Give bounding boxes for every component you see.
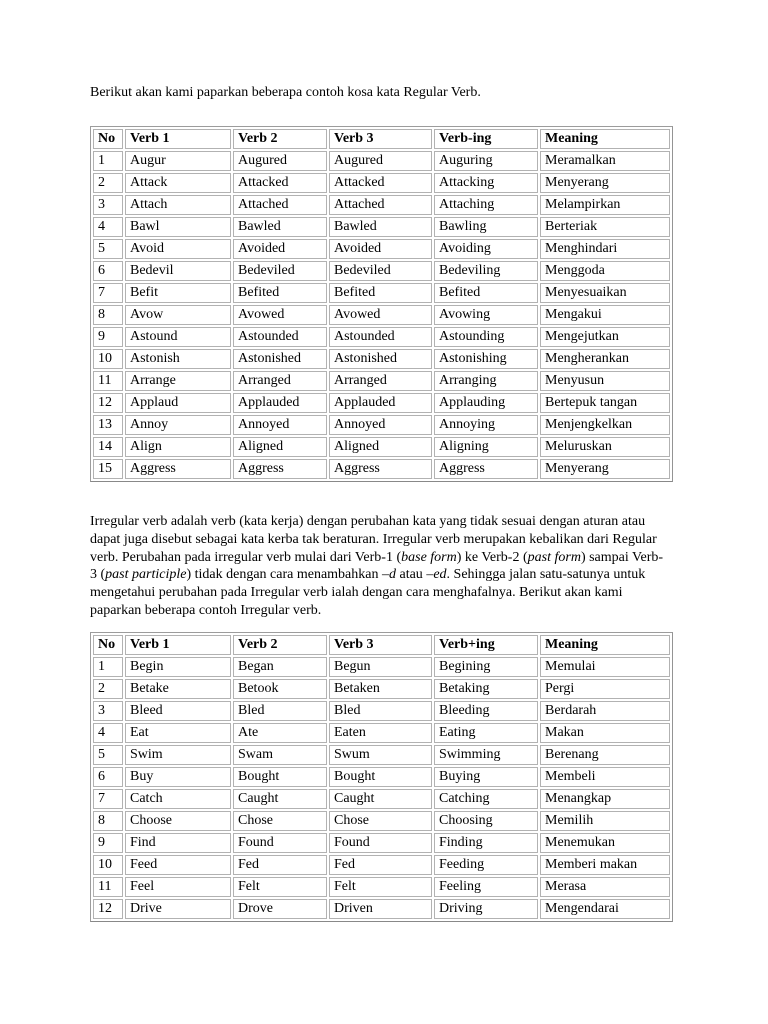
- table-cell: Mengejutkan: [540, 327, 670, 347]
- table-header-cell: No: [93, 129, 123, 149]
- table-row: [93, 217, 670, 237]
- table-header-cell: Verb-ing: [434, 129, 538, 149]
- table-cell: Eating: [434, 723, 538, 743]
- table-cell: Finding: [434, 833, 538, 853]
- table-row: [93, 679, 670, 699]
- table-cell: 12: [93, 393, 123, 413]
- table-cell: 13: [93, 415, 123, 435]
- table-cell: 2: [93, 679, 123, 699]
- text-run: Irregular verb adalah verb (kata kerja) dengan perubahan kata yang tidak sesuai dengan aturan atau dapat juga disebut sebagai kata kerba tak beraturan. Irregular verb merupakan kebalikan dari Regular verb. Perubahan pada irregular verb mulai dari Verb-1 (: [90, 514, 657, 565]
- table-cell: Fed: [233, 855, 327, 875]
- table-row: [93, 767, 670, 787]
- table-cell: Avowed: [329, 305, 432, 325]
- table-cell: Caught: [329, 789, 432, 809]
- table-cell: Pergi: [540, 679, 670, 699]
- table-cell: Avow: [125, 305, 231, 325]
- table-cell: Arranged: [233, 371, 327, 391]
- table-cell: 8: [93, 305, 123, 325]
- intro-paragraph: Berikut akan kami paparkan beberapa contoh kosa kata Regular Verb.: [90, 85, 481, 100]
- table-row: [93, 833, 670, 853]
- italic-text-run: past participle: [105, 567, 187, 583]
- table-cell: Drive: [125, 899, 231, 919]
- table-cell: Menyesuaikan: [540, 283, 670, 303]
- table-cell: Betake: [125, 679, 231, 699]
- table-cell: Attacking: [434, 173, 538, 193]
- table-cell: 5: [93, 239, 123, 259]
- table-row: [93, 877, 670, 897]
- text-run: ) tidak dengan cara menambahkan: [186, 567, 382, 583]
- table-row: [93, 723, 670, 743]
- table-cell: Choose: [125, 811, 231, 831]
- table-cell: Applauding: [434, 393, 538, 413]
- table-cell: Feel: [125, 877, 231, 897]
- table-cell: Eat: [125, 723, 231, 743]
- table-row: [93, 393, 670, 413]
- table-header-cell: No: [93, 635, 123, 655]
- table-cell: Astounded: [233, 327, 327, 347]
- table-cell: Feed: [125, 855, 231, 875]
- table-cell: Betook: [233, 679, 327, 699]
- table-cell: Avoided: [329, 239, 432, 259]
- table-cell: Meluruskan: [540, 437, 670, 457]
- table-cell: Betaking: [434, 679, 538, 699]
- irregular-verb-table: [90, 632, 673, 922]
- table-cell: Astonished: [233, 349, 327, 369]
- table-cell: Attached: [233, 195, 327, 215]
- table-row: [93, 701, 670, 721]
- table-cell: Aggress: [434, 459, 538, 479]
- table-cell: Menemukan: [540, 833, 670, 853]
- table-cell: Astounding: [434, 327, 538, 347]
- table-cell: Chose: [233, 811, 327, 831]
- table-cell: Astound: [125, 327, 231, 347]
- table-row: [93, 459, 670, 479]
- table-cell: 14: [93, 437, 123, 457]
- table-cell: Memberi makan: [540, 855, 670, 875]
- table-cell: 7: [93, 789, 123, 809]
- table-cell: Align: [125, 437, 231, 457]
- text-run: atau: [395, 567, 427, 583]
- table-row: [93, 789, 670, 809]
- table-cell: Swim: [125, 745, 231, 765]
- table-cell: Makan: [540, 723, 670, 743]
- table-cell: Bought: [233, 767, 327, 787]
- table-cell: Menjengkelkan: [540, 415, 670, 435]
- table-cell: 5: [93, 745, 123, 765]
- table-cell: Aligning: [434, 437, 538, 457]
- table-row: [93, 371, 670, 391]
- table-cell: 2: [93, 173, 123, 193]
- regular-verb-table: [90, 126, 673, 482]
- table-cell: Buying: [434, 767, 538, 787]
- table-cell: Aligned: [329, 437, 432, 457]
- table-cell: Drove: [233, 899, 327, 919]
- table-cell: Memilih: [540, 811, 670, 831]
- table-cell: Attacked: [329, 173, 432, 193]
- table-cell: 11: [93, 371, 123, 391]
- italic-text-run: base form: [401, 549, 457, 565]
- table-row: [93, 811, 670, 831]
- table-cell: Aligned: [233, 437, 327, 457]
- table-cell: Bleeding: [434, 701, 538, 721]
- table-cell: Swam: [233, 745, 327, 765]
- italic-text-run: –d: [381, 567, 396, 583]
- table-cell: 1: [93, 151, 123, 171]
- table-row: [93, 437, 670, 457]
- table-cell: Avoided: [233, 239, 327, 259]
- table-cell: Attached: [329, 195, 432, 215]
- table-cell: Bled: [329, 701, 432, 721]
- table-cell: Bedevil: [125, 261, 231, 281]
- text-run: . Sehingga jalan satu-satunya untuk mengetahui perubahan pada Irregular verb ialah dengan cara menghafalnya. Berikut akan kami paparkan beberapa contoh Irregular verb.: [90, 567, 646, 618]
- table-row: [93, 239, 670, 259]
- table-cell: 6: [93, 261, 123, 281]
- table-cell: 15: [93, 459, 123, 479]
- table-cell: Applauded: [233, 393, 327, 413]
- table-row: [93, 195, 670, 215]
- table-cell: Driving: [434, 899, 538, 919]
- table-cell: Find: [125, 833, 231, 853]
- table-cell: Feeling: [434, 877, 538, 897]
- table-cell: Aggress: [329, 459, 432, 479]
- table-cell: Mengendarai: [540, 899, 670, 919]
- table-cell: Berteriak: [540, 217, 670, 237]
- table-row: [93, 657, 670, 677]
- table-row: [93, 415, 670, 435]
- table-cell: Aggress: [125, 459, 231, 479]
- table-cell: Bleed: [125, 701, 231, 721]
- text-run: ) ke Verb-2 (: [456, 549, 528, 565]
- table-header-cell: Verb 3: [329, 635, 432, 655]
- table-cell: 10: [93, 349, 123, 369]
- table-header-cell: Verb 2: [233, 635, 327, 655]
- table-cell: Felt: [233, 877, 327, 897]
- table-cell: Astounded: [329, 327, 432, 347]
- table-cell: Attach: [125, 195, 231, 215]
- table-cell: Attack: [125, 173, 231, 193]
- table-row: [93, 899, 670, 919]
- table-cell: Bedeviled: [233, 261, 327, 281]
- table-cell: Bedeviled: [329, 261, 432, 281]
- table-row: [93, 261, 670, 281]
- table-header-cell: Verb 1: [125, 635, 231, 655]
- table-cell: Bawled: [233, 217, 327, 237]
- table-cell: Astonish: [125, 349, 231, 369]
- table-cell: Attaching: [434, 195, 538, 215]
- table-cell: 10: [93, 855, 123, 875]
- table-row: [93, 305, 670, 325]
- table-cell: Avoiding: [434, 239, 538, 259]
- table-cell: Applaud: [125, 393, 231, 413]
- table-cell: Augur: [125, 151, 231, 171]
- table-cell: Avoid: [125, 239, 231, 259]
- table-header-cell: Verb 1: [125, 129, 231, 149]
- table-cell: Caught: [233, 789, 327, 809]
- table-cell: Bought: [329, 767, 432, 787]
- text-run: ) sampai Verb-3 (: [90, 549, 664, 583]
- table-header-cell: Verb 2: [233, 129, 327, 149]
- table-row: [93, 855, 670, 875]
- table-cell: Befited: [233, 283, 327, 303]
- table-cell: 9: [93, 327, 123, 347]
- table-cell: Swum: [329, 745, 432, 765]
- italic-text-run: past form: [527, 549, 581, 565]
- table-cell: Auguring: [434, 151, 538, 171]
- table-cell: Membeli: [540, 767, 670, 787]
- table-cell: Berdarah: [540, 701, 670, 721]
- table-cell: Astonishing: [434, 349, 538, 369]
- table-cell: Felt: [329, 877, 432, 897]
- table-cell: Bled: [233, 701, 327, 721]
- table-header-cell: Meaning: [540, 635, 670, 655]
- table-cell: Annoyed: [329, 415, 432, 435]
- table-cell: Arranging: [434, 371, 538, 391]
- table-cell: Annoyed: [233, 415, 327, 435]
- table-cell: 11: [93, 877, 123, 897]
- table-cell: Began: [233, 657, 327, 677]
- table-header-row: [93, 635, 670, 655]
- table-cell: Annoy: [125, 415, 231, 435]
- table-cell: Avowed: [233, 305, 327, 325]
- regular-verb-table-body: [93, 129, 670, 479]
- table-cell: Menggoda: [540, 261, 670, 281]
- table-cell: Mengherankan: [540, 349, 670, 369]
- irregular-verb-table-body: [93, 635, 670, 919]
- table-cell: Attacked: [233, 173, 327, 193]
- table-cell: Meramalkan: [540, 151, 670, 171]
- table-cell: Catching: [434, 789, 538, 809]
- table-cell: Menyerang: [540, 173, 670, 193]
- table-cell: Menangkap: [540, 789, 670, 809]
- table-cell: Catch: [125, 789, 231, 809]
- table-header-cell: Verb+ing: [434, 635, 538, 655]
- table-cell: 3: [93, 701, 123, 721]
- table-cell: Applauded: [329, 393, 432, 413]
- table-cell: Mengakui: [540, 305, 670, 325]
- table-cell: Annoying: [434, 415, 538, 435]
- table-row: [93, 745, 670, 765]
- table-cell: 3: [93, 195, 123, 215]
- table-header-cell: Meaning: [540, 129, 670, 149]
- table-cell: Eaten: [329, 723, 432, 743]
- table-cell: Bedeviling: [434, 261, 538, 281]
- table-cell: 4: [93, 723, 123, 743]
- table-cell: 6: [93, 767, 123, 787]
- table-cell: Choosing: [434, 811, 538, 831]
- irregular-verb-paragraph: [90, 513, 670, 620]
- table-cell: Driven: [329, 899, 432, 919]
- table-cell: Ate: [233, 723, 327, 743]
- table-cell: Begun: [329, 657, 432, 677]
- table-cell: Aggress: [233, 459, 327, 479]
- table-cell: Bawled: [329, 217, 432, 237]
- table-cell: Bawl: [125, 217, 231, 237]
- table-cell: Betaken: [329, 679, 432, 699]
- table-cell: 8: [93, 811, 123, 831]
- table-cell: Found: [233, 833, 327, 853]
- table-cell: Befit: [125, 283, 231, 303]
- table-cell: Found: [329, 833, 432, 853]
- table-cell: Avowing: [434, 305, 538, 325]
- table-header-cell: Verb 3: [329, 129, 432, 149]
- table-cell: Befited: [434, 283, 538, 303]
- table-cell: Augured: [233, 151, 327, 171]
- table-cell: 4: [93, 217, 123, 237]
- table-row: [93, 283, 670, 303]
- table-cell: 12: [93, 899, 123, 919]
- table-cell: Memulai: [540, 657, 670, 677]
- italic-text-run: –ed: [426, 567, 447, 583]
- table-cell: Chose: [329, 811, 432, 831]
- table-cell: Swimming: [434, 745, 538, 765]
- table-cell: Astonished: [329, 349, 432, 369]
- table-row: [93, 173, 670, 193]
- table-cell: Menyusun: [540, 371, 670, 391]
- table-cell: Befited: [329, 283, 432, 303]
- table-cell: Menyerang: [540, 459, 670, 479]
- table-cell: Arranged: [329, 371, 432, 391]
- table-row: [93, 327, 670, 347]
- table-cell: Arrange: [125, 371, 231, 391]
- table-row: [93, 349, 670, 369]
- table-header-row: [93, 129, 670, 149]
- table-cell: 1: [93, 657, 123, 677]
- table-cell: Melampirkan: [540, 195, 670, 215]
- table-cell: Begining: [434, 657, 538, 677]
- table-cell: Merasa: [540, 877, 670, 897]
- table-cell: Augured: [329, 151, 432, 171]
- table-cell: Berenang: [540, 745, 670, 765]
- table-row: [93, 151, 670, 171]
- table-cell: Bawling: [434, 217, 538, 237]
- table-cell: Fed: [329, 855, 432, 875]
- table-cell: 9: [93, 833, 123, 853]
- table-cell: Feeding: [434, 855, 538, 875]
- table-cell: Buy: [125, 767, 231, 787]
- table-cell: 7: [93, 283, 123, 303]
- table-cell: Menghindari: [540, 239, 670, 259]
- table-cell: Begin: [125, 657, 231, 677]
- table-cell: Bertepuk tangan: [540, 393, 670, 413]
